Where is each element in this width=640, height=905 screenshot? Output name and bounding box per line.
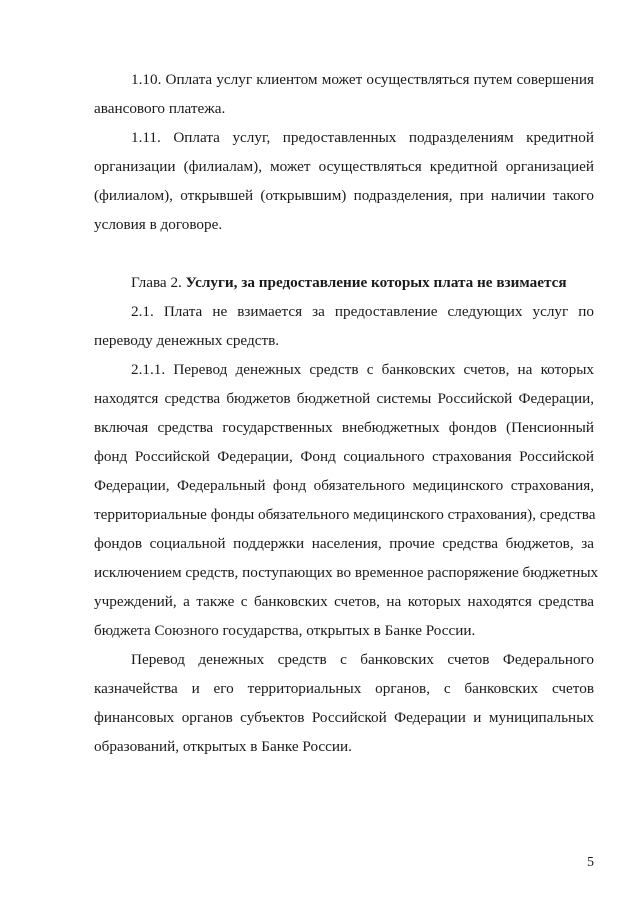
- paragraph-4-line-4: фонд Российской Федерации, Фонд социального страхования Российской: [94, 448, 594, 465]
- paragraph-1-line-2: авансового платежа.: [94, 100, 226, 117]
- paragraph-4-line-10: бюджета Союзного государства, открытых в Банке России.: [94, 622, 476, 639]
- chapter-title: Услуги, за предоставление которых плата не взимается: [185, 274, 567, 291]
- paragraph-4-line-9: учреждений, а также с банковских счетов, на которых находятся средства: [94, 593, 594, 610]
- paragraph-2-line-4: условия в договоре.: [94, 216, 223, 233]
- paragraph-5-line-4: образований, открытых в Банке России.: [94, 738, 352, 755]
- paragraph-1-line-1: 1.10. Оплата услуг клиентом может осуществляться путем совершения: [131, 71, 594, 88]
- paragraph-5-line-2: казначейства и его территориальных органов, с банковских счетов: [94, 680, 594, 697]
- paragraph-3-line-1: 2.1. Плата не взимается за предоставление следующих услуг по: [131, 303, 594, 320]
- paragraph-4-line-2: находятся средства бюджетов бюджетной системы Российской Федерации,: [94, 390, 594, 407]
- paragraph-4-line-5: Федерации, Федеральный фонд обязательного медицинского страхования,: [94, 477, 594, 494]
- paragraph-4-line-8: исключением средств, поступающих во временное распоряжение бюджетных: [94, 564, 599, 581]
- chapter-heading: [131, 275, 567, 290]
- paragraph-2-line-1: 1.11. Оплата услуг, предоставленных подразделениям кредитной: [131, 129, 594, 146]
- paragraph-5-line-3: финансовых органов субъектов Российской Федерации и муниципальных: [94, 709, 594, 726]
- page-number: 5: [587, 855, 594, 870]
- paragraph-5-line-1: Перевод денежных средств с банковских счетов Федерального: [131, 651, 594, 668]
- paragraph-2-line-3: (филиалом), открывшей (открывшим) подразделения, при наличии такого: [94, 187, 594, 204]
- paragraph-3-line-2: переводу денежных средств.: [94, 332, 280, 349]
- paragraph-4-line-6: территориальные фонды обязательного медицинского страхования), средства: [94, 506, 596, 523]
- paragraph-4-line-3: включая средства государственных внебюджетных фондов (Пенсионный: [94, 419, 594, 436]
- paragraph-4-line-1: 2.1.1. Перевод денежных средств с банковских счетов, на которых: [131, 361, 594, 378]
- chapter-prefix: Глава 2.: [131, 274, 186, 291]
- paragraph-2-line-2: организации (филиалам), может осуществляться кредитной организацией: [94, 158, 594, 175]
- paragraph-4-line-7: фондов социальной поддержки населения, прочие средства бюджетов, за: [94, 535, 594, 552]
